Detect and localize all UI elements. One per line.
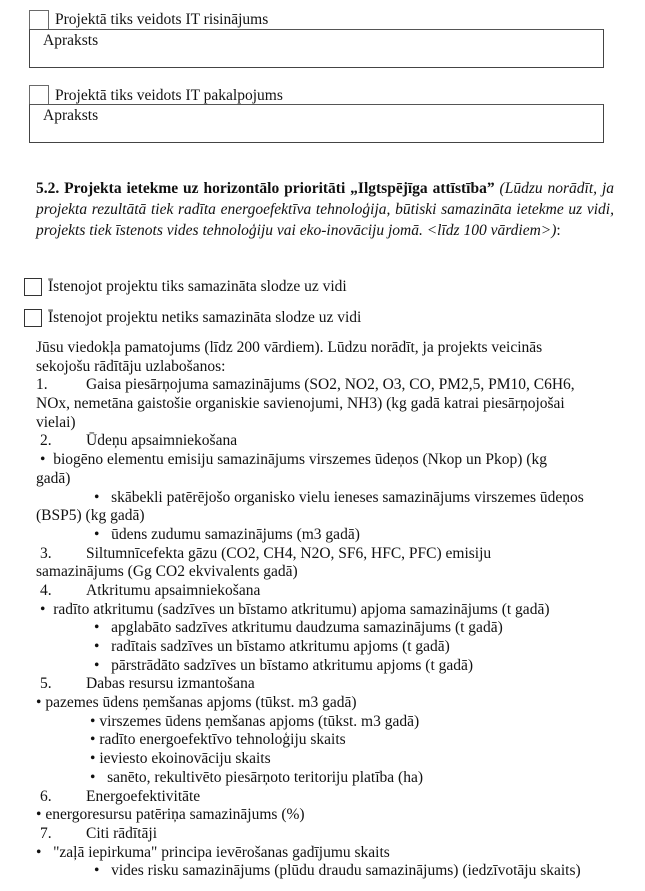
it-solution-description-field[interactable] (29, 29, 604, 68)
item-number: 4. (40, 581, 52, 599)
item-number: 6. (40, 787, 52, 805)
description-label: Apraksts (43, 32, 99, 49)
it-solution-label: Projektā tiks veidots IT risinājums (55, 11, 269, 28)
bullet-icon: • (90, 731, 96, 749)
bullet-item: • sanēto, rekultivēto piesārņoto teritoriju platība (ha) (90, 768, 423, 786)
bullet-icon: • (40, 600, 46, 618)
item-number: 7. (40, 824, 52, 842)
indicator-item-5 (36, 675, 616, 694)
bullet-continuation: (BSP5) (kg gadā) (36, 507, 145, 525)
bullet-icon: • (94, 525, 100, 543)
section-instruction: (Lūdzu norādīt, ja projekta rezultātā tiek radīta energoefektīva tehnoloģija, būtiski samazināta ietekme uz vidi, projekts tiek īstenots vides tehnoloģiju vai eko-inovāciju jomā. <līdz 100 vārdiem>) (36, 180, 615, 239)
bullet-continuation: gadā) (36, 469, 71, 487)
item-title: Citi rādītāji (86, 824, 158, 842)
item-number: 5. (40, 675, 52, 693)
bullet-icon: • (94, 862, 100, 880)
item-number: 2. (40, 432, 52, 450)
bullet-item: • apglabāto sadzīves atkritumu daudzuma samazinājums (t gadā) (94, 619, 503, 637)
bullet-item: • "zaļā iepirkuma" principa ievērošanas gadījumu skaits (36, 843, 390, 861)
it-solution-checkbox[interactable] (29, 10, 49, 30)
bullet-icon: • (40, 451, 46, 469)
item-title: Ūdeņu apsaimniekošana (86, 432, 238, 450)
item-continuation: NOx, nemetāna gaistošie organiskie savienojumi, NH3) (kg gadā katrai piesārņojošai (36, 395, 565, 413)
bullet-item: • energoresursu patēriņa samazinājums (%) (36, 806, 305, 824)
bullet-item: • radīto atkritumu (sadzīves un bīstamo atkritumu) apjoma samazinājums (t gadā) (40, 600, 550, 618)
description-label: Apraksts (43, 107, 99, 124)
item-title: Siltumnīcefekta gāzu (CO2, CH4, N2O, SF6, HFC, PFC) emisiju (86, 544, 492, 562)
item-number: 3. (40, 544, 52, 562)
bullet-icon: • (94, 638, 100, 655)
indicator-item-3 (36, 545, 616, 564)
section-5-2-heading (36, 178, 614, 241)
bullet-item: • pārstrādāto sadzīves un bīstamo atkritumu apjoms (t gadā) (94, 656, 474, 674)
indicator-item-4 (36, 582, 616, 601)
bullet-item: • skābekli patērējošo organisko vielu ieneses samazinājums virszemes ūdeņos (94, 488, 584, 506)
env-not-reduced-checkbox[interactable] (24, 309, 42, 327)
intro-line: sekojošu rādītāju uzlabošanos: (36, 357, 226, 375)
section-title: Projekta ietekme uz horizontālo prioritāti „Ilgtspējīga attīstība” (64, 180, 495, 197)
item-title: Energoefektivitāte (86, 787, 201, 805)
bullet-icon: • (90, 750, 96, 768)
bullet-item: • ieviesto ekoinovāciju skaits (90, 750, 271, 768)
section-number: 5.2. (36, 180, 60, 197)
bullet-icon: • (94, 619, 100, 637)
indicator-item-7 (36, 825, 616, 844)
item-continuation: samazinājums (Gg CO2 ekvivalents gadā) (36, 563, 298, 581)
env-reduced-checkbox[interactable] (24, 278, 42, 296)
it-service-label: Projektā tiks veidots IT pakalpojums (55, 87, 283, 104)
section-colon: : (556, 222, 561, 239)
indicator-item-6 (36, 788, 616, 807)
item-title: Gaisa piesārņojuma samazinājums (SO2, NO2, O3, CO, PM2,5, PM10, C6H6, (86, 376, 575, 394)
env-option-reduced[interactable] (24, 276, 347, 298)
bullet-item: • ūdens zudumu samazinājums (m3 gadā) (94, 525, 360, 543)
bullet-item: • virszemes ūdens ņemšanas apjoms (tūkst. m3 gadā) (90, 712, 420, 730)
it-service-checkbox[interactable] (29, 85, 49, 105)
bullet-item: • radītais sadzīves un bīstamo atkritumu apjoms (t gadā) (94, 638, 450, 655)
indicator-item-1 (36, 376, 616, 395)
item-title: Atkritumu apsaimniekošana (86, 581, 261, 599)
bullet-icon: • (36, 843, 42, 861)
item-title: Dabas resursu izmantošana (86, 675, 255, 693)
env-option-not-reduced[interactable] (24, 307, 361, 329)
bullet-icon: • (36, 806, 42, 824)
item-number: 1. (36, 376, 48, 394)
bullet-item: • vides risku samazinājums (plūdu draudu samazinājums) (iedzīvotāju skaits) (94, 862, 581, 880)
bullet-item: • biogēno elementu emisiju samazinājums virszemes ūdeņos (Nkop un Pkop) (kg (40, 451, 547, 469)
intro-line: Jūsu viedokļa pamatojums (līdz 200 vārdiem). Lūdzu norādīt, ja projekts veicinās (36, 339, 543, 356)
bullet-icon: • (94, 656, 100, 674)
env-not-reduced-label: Īstenojot projektu netiks samazināta slodze uz vidi (48, 309, 362, 326)
indicator-item-2 (36, 432, 616, 451)
bullet-item: • pazemes ūdens ņemšanas apjoms (tūkst. m3 gadā) (36, 694, 357, 712)
bullet-icon: • (90, 768, 96, 786)
bullet-icon: • (94, 488, 100, 506)
item-continuation: vielai) (36, 413, 76, 431)
bullet-icon: • (36, 694, 42, 712)
it-service-description-field[interactable] (29, 104, 604, 143)
bullet-item: • radīto energoefektīvo tehnoloģiju skaits (90, 731, 346, 749)
justification-text (36, 339, 616, 881)
env-reduced-label: Īstenojot projektu tiks samazināta slodze uz vidi (48, 278, 347, 295)
bullet-icon: • (90, 712, 96, 730)
